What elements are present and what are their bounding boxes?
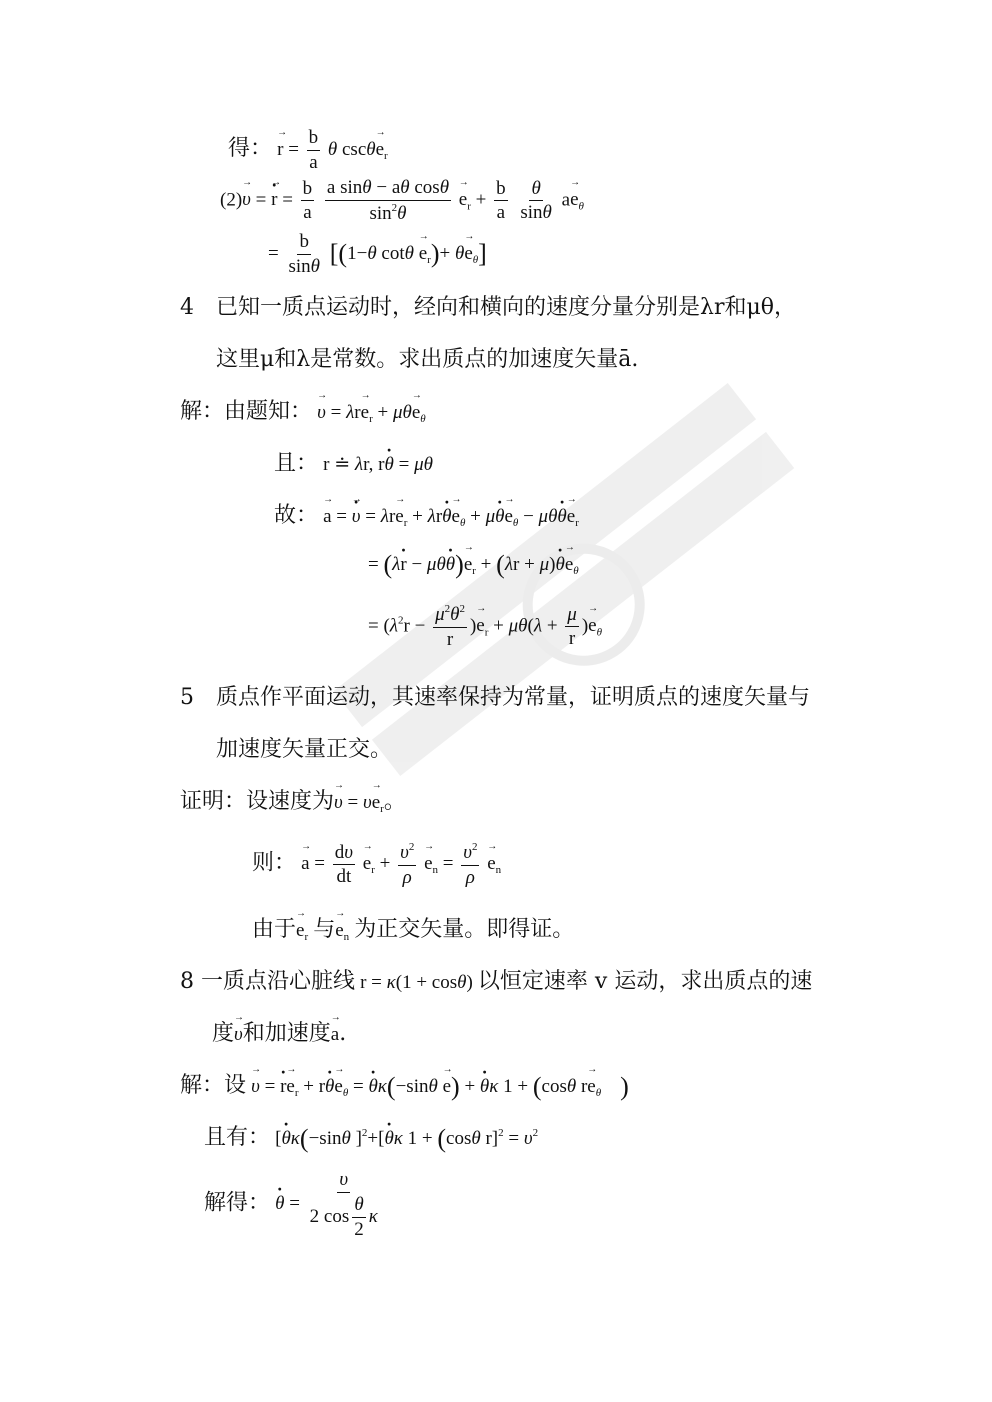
solution-8-line-2: 且有： [· θκ(−sinθ ]$^2$+[· θκ 1 + (cosθ $r]^2 = \upsilon^2$ [204,1120,538,1154]
solution-4-line-1: 解：由题知： → $\upsilon = \lambda r\to e_r + \mu\theta\to e_\theta$ [180,394,426,425]
proof-5-line-1: 证明：设速度为→ $\upsilon = \upsilon\to e_r$。 [180,784,406,815]
proof-5-line-3: 由于→ $e_r$ 与→ $e_n$ 为正交矢量。即得证。 [252,912,574,943]
question-8-line-2: 度→ υ和加速度→ a. [212,1016,346,1047]
solution-8-line-1: 解：设 → υ = · $r\to e_r + r\cdot \theta\to e_\theta$ = · θκ(−sinθ → e) + · θκ 1 + (cosθ $r\to e_\theta$ ) [180,1068,629,1102]
solution-4-line-4: = $(\lambda\cdot r - \mu\theta\cdot \theta)\to e_r + (\lambda r + \mu)\cdot \theta\to e_\theta$ [368,550,579,580]
eq-result-r: 得： → r = $\frac{b}{a}$ θ $\csc\theta\to e_r$ [228,128,388,173]
eq-velocity-2: = $\frac{b}{\sin\theta}$ [(1−θ $\cot\theta \to e_r)+ \theta\to e_\theta$] [268,232,487,277]
label-de: 得： [228,135,273,161]
proof-5-line-2: 则： → a = $\frac{d\upsilon}{dt}$ → $e_r$ + $\frac{\upsilon^2}{\rho}$ → $e_n$ = $\frac{\upsilon^2}{\rho}$ → $e_n$ [252,842,501,888]
question-5-line-2: 加速度矢量正交。 [216,737,393,762]
solution-4-line-5: = ($\lambda^2r$ − $\frac{\mu^2\theta^2}{r}$ )→ $e_r + \mu\theta(\lambda$ + $\frac{\mu}{r}$ )→ $e_\theta$ [368,604,602,650]
solution-4-line-3: 故： → a = · → $\upsilon = \lambda r\to e_r + \lambda r\cdot \theta\to e_\theta + \mu\cdot \theta\to e_\theta - \mu\theta\cdot \theta\to e_r$ [274,498,579,529]
question-4-line-1: 4 已知一质点运动时，经向和横向的速度分量分别是λr和μθ， [180,295,797,320]
eq-velocity: (2)→ υ = · → r = $\frac{b}{a}$ $\frac{\text{a sinθ − aθ cosθ}}{\sin^2\theta}$ → $e_r$ + $\frac{b}{a}$ $\frac{\theta}{\sin\theta}$ $a\to e_\theta$ [220,178,584,224]
question-5-line-1: 5 质点作平面运动，其速率保持为常量，证明质点的速度矢量与 [180,685,810,710]
question-8-line-1: 8 一质点沿心脏线 r = κ(1 + cosθ) 以恒定速率 v 运动，求出质点的速 [180,969,813,994]
solution-8-line-3: 解得： · θ = υ 2 cos $\frac{\theta}{2}$ κ [204,1170,383,1240]
question-4-line-2: 这里μ和λ是常数。求出质点的加速度矢量ā. [216,347,639,372]
solution-4-line-2: 且： r ≐ λr, r· θ = μθ [274,446,433,477]
